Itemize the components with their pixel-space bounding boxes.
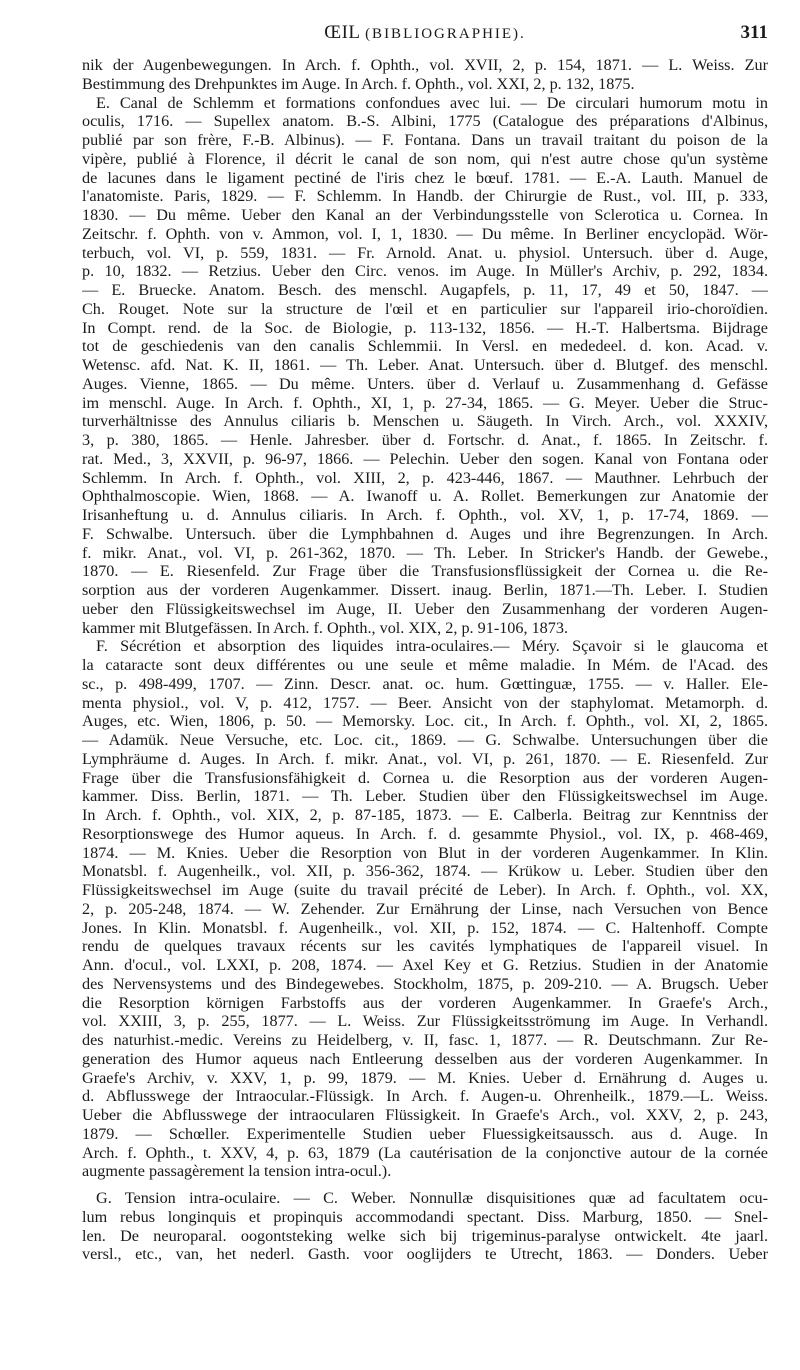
text-line: im menschl. Auge. In Arch. f. Ophth., XI, 1, p. 27-34, 1865. — G. Meyer. Ueber die Struc- — [82, 393, 768, 412]
text-line: Schlemm. In Arch. f. Ophth., vol. XIII, 2, p. 423-446, 1867. — Mauthner. Lehrbuch der — [82, 468, 768, 487]
running-title — [82, 22, 768, 44]
text-line: die Resorption körnigen Farbstoffs aus der vorderen Augenkammer. In Graefe's Arch., — [82, 993, 768, 1012]
text-line: 1874. — M. Knies. Ueber die Resorption von Blut in der vorderen Augenkammer. In Klin. — [82, 843, 768, 862]
text-line: Lymphräume d. Auges. In Arch. f. mikr. Anat., vol. VI, p. 261, 1870. — E. Riesenfeld. Zur — [82, 749, 768, 768]
text-line: menta physiol., vol. V, p. 412, 1757. — Beer. Ansicht von der staphylomat. Metamorph. d. — [82, 693, 768, 712]
text-line: — E. Bruecke. Anatom. Besch. des menschl. Augapfels, p. 11, 17, 49 et 50, 1847. — — [82, 281, 768, 299]
text-line: publié par son frère, F.-B. Albinus). — F. Fontana. Dans un travail traitant du poison de la — [82, 131, 768, 149]
text-line: 2, p. 205-248, 1874. — W. Zehender. Zur Ernährung der Linse, nach Versuchen von Bence — [82, 899, 768, 918]
text-line: rendu de quelques travaux récents sur les cavités lymphatiques de l'appareil visuel. In — [82, 937, 768, 956]
text-line: Flüssigkeitswechsel im Auge (suite du travail précité de Leber). In Arch. f. Ophth., vol. XX, — [82, 881, 768, 899]
text-line: len. De neuroparal. oogontsteking welke sich bij trigeminus-paralyse ontwickelt. 4te jaarl. — [82, 1226, 768, 1245]
text-line: des Nervensystems und des Bindegewebes. Stockholm, 1875, p. 209-210. — A. Brugsch. Ueber — [82, 974, 768, 993]
text-line: rat. Med., 3, XXVII, p. 96-97, 1866. — Pelechin. Ueber den sogen. Kanal von Fontana oder — [82, 449, 768, 468]
text-line: Ch. Rouget. Note sur la structure de l'œil et en particulier sur l'appareil irio-choroïdien. — [82, 299, 768, 318]
text-line: 1830. — Du même. Ueber den Kanal an der Verbindungsstelle von Sclerotica u. Cornea. In — [82, 206, 768, 224]
text-line: kammer mit Blutgefässen. In Arch. f. Ophth., vol. XIX, 2, p. 91-106, 1873. — [82, 618, 569, 637]
running-header — [82, 22, 768, 56]
text-line: — Adamük. Neue Versuche, etc. Loc. cit., 1869. — G. Schwalbe. Untersuchungen über die — [82, 731, 768, 749]
text-line: ueber den Flüssigkeitswechsel im Auge, II. Ueber den Zusammenhang der vorderen Augen- — [82, 599, 768, 618]
text-line: E. Canal de Schlemm et formations confondues avec lui. — De circulari humorum motu in — [96, 93, 768, 112]
text-line: des naturhist.-medic. Vereins zu Heidelberg, v. II, fasc. 1, 1877. — R. Deutschmann. Zur Re- — [82, 1031, 768, 1049]
paragraph-gap — [82, 1181, 768, 1189]
page-number: 311 — [740, 22, 768, 43]
running-title-subtitle: (BIBLIOGRAPHIE). — [365, 26, 526, 42]
text-line: Auges, etc. Wien, 1806, p. 50. — Memorsky. Loc. cit., In Arch. f. Ophth., vol. XI, 2, 1865. — [82, 712, 768, 731]
text-line: F. Sécrétion et absorption des liquides intra-oculaires.— Méry. Sçavoir si le glaucoma et — [96, 637, 768, 656]
text-line: sorption aus der vorderen Augenkammer. Dissert. inaug. Berlin, 1871.—Th. Leber. I. Studien — [82, 581, 768, 599]
bibliography-text — [82, 56, 768, 1264]
text-line: de lacunes dans le ligament pectiné de l'iris chez le bœuf. 1781. — E.-A. Lauth. Manuel de — [82, 168, 768, 187]
text-line: vipère, publié à Florence, il décrit le canal de son nom, qui n'est autre chose qu'un système — [82, 149, 768, 168]
text-line: Irisanheftung u. d. Annulus ciliaris. In Arch. f. Ophth., vol. XV, 1, p. 17-74, 1869. — — [82, 506, 768, 524]
text-line: Auges. Vienne, 1865. — Du même. Unters. über d. Verlauf u. Zusammenhang d. Gefässe — [82, 374, 768, 393]
text-line: 3, p. 380, 1865. — Henle. Jahresber. über d. Fortschr. d. Anat., f. 1865. In Zeitschr. f. — [82, 431, 768, 449]
text-line: Jones. In Klin. Monatsbl. f. Augenheilk., vol. XII, p. 152, 1874. — C. Haltenhoff. Compte — [82, 918, 768, 937]
text-line: versl., etc., van, het nederl. Gasth. voor ooglijders te Utrecht, 1863. — Donders. Ueber — [82, 1245, 768, 1264]
text-line: In Arch. f. Ophth., vol. XIX, 2, p. 87-185, 1873. — E. Calberla. Beitrag zur Kenntniss der — [82, 806, 768, 824]
text-line: l'anatomiste. Paris, 1829. — F. Schlemm. In Handb. der Chirurgie de Rust., vol. III, p. 333, — [82, 187, 768, 206]
text-line: f. mikr. Anat., vol. VI, p. 261-362, 1870. — Th. Leber. In Stricker's Handb. der Gewebe., — [82, 543, 768, 562]
text-line: Resorptionswege des Humor aqueus. In Arch. f. d. gesammte Physiol., vol. IX, p. 468-469, — [82, 824, 768, 843]
text-line: Ueber die Abflusswege der intraocularen Flüssigkeit. In Graefe's Arch., vol. XXV, 2, p. 243, — [82, 1106, 768, 1124]
text-line: generation des Humor aqueus nach Entleerung desselben aus der vorderen Augenkammer. In — [82, 1049, 768, 1068]
text-line: oculis, 1716. — Supellex anatom. B.-S. Albini, 1775 (Catalogue des préparations d'Albinus, — [82, 112, 768, 131]
text-line: Arch. f. Ophth., t. XXV, 4, p. 63, 1879 (La cautérisation de la conjonctive autour de la cornée — [82, 1143, 768, 1162]
text-line: Frage über die Transfusionsfähigkeit d. Cornea u. die Resorption aus der vorderen Augen- — [82, 768, 768, 787]
text-line: d. Abflusswege der Intraocular.-Flüssigk. In Arch. f. Augen-u. Ohrenheilk., 1879.—L. Weiss. — [82, 1087, 768, 1106]
text-line: F. Schwalbe. Untersuch. über die Lymphbahnen d. Auges und ihre Begrenzungen. In Arch. — [82, 524, 768, 543]
text-line: Ann. d'ocul., vol. LXXI, p. 208, 1874. — Axel Key et G. Retzius. Studien in der Anatomie — [82, 956, 768, 974]
text-line: G. Tension intra-oculaire. — C. Weber. Nonnullæ disquisitiones quæ ad facultatem ocu- — [96, 1189, 768, 1207]
text-line: Zeitschr. f. Ophth. von v. Ammon, vol. I, 1, 1830. — Du même. In Berliner encyclopäd. Wör- — [82, 224, 768, 243]
text-line: Wetensc. afd. Nat. K. II, 1861. — Th. Leber. Anat. Untersuch. über d. Blutgef. des menschl. — [82, 356, 768, 374]
text-line: sc., p. 498-499, 1707. — Zinn. Descr. anat. oc. hum. Gœttinguæ, 1755. — v. Haller. Ele- — [82, 674, 768, 693]
text-line: Graefe's Archiv, v. XXV, 1, p. 99, 1879. — M. Knies. Ueber d. Ernährung d. Auges u. — [82, 1068, 768, 1087]
text-line: tot de geschiedenis van den canalis Schlemmii. In Versl. en mededeel. d. kon. Acad. v. — [82, 337, 768, 356]
text-line: p. 10, 1832. — Retzius. Ueber den Circ. venos. im Auge. In Müller's Archiv, p. 292, 1834. — [82, 262, 768, 281]
text-line: augmente passagèrement la tension intra-ocul.). — [82, 1162, 392, 1181]
text-line: Monatsbl. f. Augenheilk., vol. XII, p. 356-362, 1874. — Krükow u. Leber. Studien über den — [82, 862, 768, 881]
text-line: Ophthalmoscopie. Wien, 1868. — A. Iwanoff u. A. Rollet. Bemerkungen zur Anatomie der — [82, 487, 768, 506]
text-line: nik der Augenbewegungen. In Arch. f. Ophth., vol. XVII, 2, p. 154, 1871. — L. Weiss. Zur — [82, 56, 768, 74]
text-line: 1879. — Schœller. Experimentelle Studien ueber Fluessigkeitsaussch. aus d. Auge. In — [82, 1124, 768, 1143]
text-line: la cataracte sont deux différentes ou une seule et même maladie. In Mém. de l'Acad. des — [82, 656, 768, 674]
text-line: In Compt. rend. de la Soc. de Biologie, p. 113-132, 1856. — H.-T. Halbertsma. Bijdrage — [82, 318, 768, 337]
text-line: turverhältnisse des Annulus ciliaris b. Menschen u. Säugeth. In Virch. Arch., vol. XXXIV, — [82, 412, 768, 431]
text-line: terbuch, vol. VI, p. 559, 1831. — Fr. Arnold. Anat. u. physiol. Untersuch. über d. Auge, — [82, 243, 768, 262]
text-line: lum rebus longinquis et propinquis accommodandi spectant. Diss. Marburg, 1850. — Snel- — [82, 1207, 768, 1226]
text-line: 1870. — E. Riesenfeld. Zur Frage über die Transfusionsflüssigkeit der Cornea u. die Re- — [82, 562, 768, 581]
text-line: kammer. Diss. Berlin, 1871. — Th. Leber. Studien über den Flüssigkeitswechsel im Auge. — [82, 787, 768, 806]
text-line: Bestimmung des Drehpunktes im Auge. In Arch. f. Ophth., vol. XXI, 2, p. 132, 1875. — [82, 74, 635, 93]
text-line: vol. XXIII, 3, p. 255, 1877. — L. Weiss. Zur Flüssigkeitsströmung im Auge. In Verhandl. — [82, 1012, 768, 1031]
running-title-main: ŒIL — [324, 22, 360, 43]
